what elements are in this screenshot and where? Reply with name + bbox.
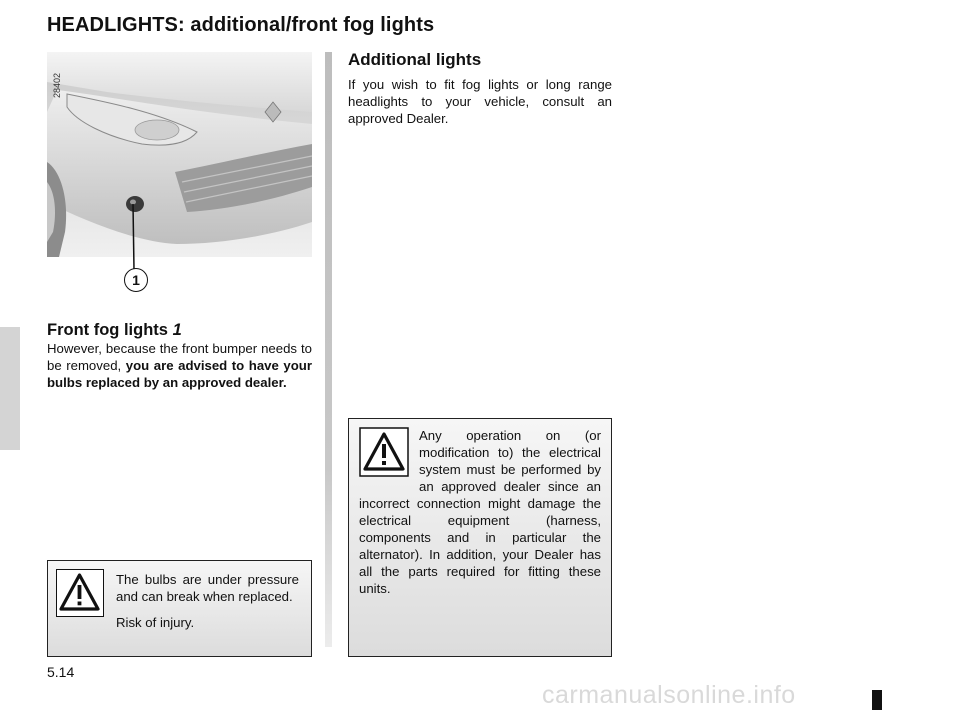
bulb-warning-text bbox=[116, 571, 299, 631]
chapter-tab bbox=[0, 327, 20, 450]
column-divider bbox=[325, 52, 332, 647]
photo-code: 28402 bbox=[52, 72, 62, 98]
callout-label: 1 bbox=[124, 268, 148, 292]
bulb-warning-text-1: The bulbs are under pressure and can break when replaced. bbox=[116, 572, 299, 604]
front-fog-section bbox=[47, 320, 312, 391]
watermark: carmanualsonline.info bbox=[542, 681, 796, 709]
additional-lights-text: If you wish to fit fog lights or long range headlights to your vehicle, consult an approved Dealer. bbox=[348, 77, 612, 126]
electrical-warning-text: Any operation on (or modification to) the electrical system must be performed by an approved dealer since an incorrect connection might damage the electrical equipment (harness, components and in particular the alternator). In addition, your Dealer has all the parts required for fitting these units. bbox=[359, 428, 601, 596]
bulb-warning-text-2: Risk of injury. bbox=[116, 615, 195, 630]
additional-lights-section bbox=[348, 50, 612, 127]
car-front-illustration bbox=[47, 52, 312, 297]
car-front-drawing bbox=[47, 52, 312, 297]
front-fog-heading bbox=[47, 320, 312, 340]
front-fog-text-bold: you are advised to have your bulbs replaced by an approved dealer. bbox=[47, 358, 312, 390]
page-number: 5.14 bbox=[47, 664, 75, 680]
additional-lights-heading: Additional lights bbox=[348, 50, 482, 69]
page-title: HEADLIGHTS: additional/front fog lights bbox=[47, 14, 435, 36]
front-fog-text-plain: However, because the front bumper needs to be removed, bbox=[47, 341, 312, 373]
electrical-warning-box bbox=[348, 418, 612, 657]
front-fog-heading-ref: 1 bbox=[172, 321, 182, 339]
front-fog-text bbox=[47, 340, 312, 391]
front-fog-heading-text: Front fog lights bbox=[47, 321, 168, 339]
bulb-warning-box bbox=[47, 560, 312, 657]
warning-triangle-icon bbox=[56, 569, 104, 617]
warning-triangle-icon bbox=[359, 427, 411, 481]
corner-mark bbox=[872, 690, 882, 710]
